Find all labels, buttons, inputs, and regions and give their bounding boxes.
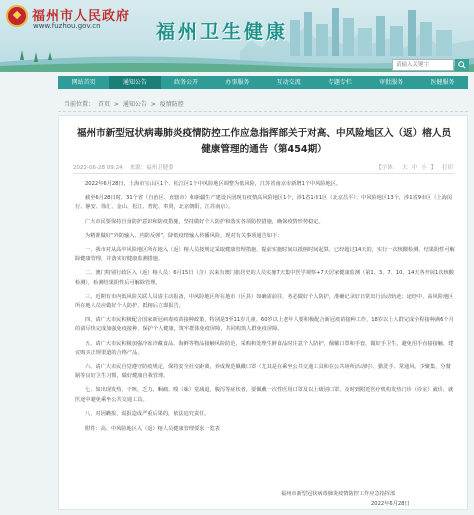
article-signature-date: 2022年6月28日: [371, 501, 410, 507]
article-date: 2022-06-28 09:24: [73, 165, 123, 171]
government-emblem-icon[interactable]: [6, 5, 28, 27]
gov-site-name[interactable]: 福州市人民政府: [32, 9, 131, 24]
search-icon: [458, 61, 466, 69]
nav-item-gov-affairs[interactable]: 政务公开: [174, 79, 199, 86]
print-button[interactable]: 打印: [441, 165, 453, 171]
font-large-button[interactable]: 大: [402, 165, 408, 171]
article-paragraph: 五、请广大市民积极加强冷冻冷藏食品、海鲜等物品接触风险防范，采购和处理生鲜食品时注意个人防护，佩戴口罩和手套，做好手卫生，避免用手直接接触，建议购买正规渠道的合格产品。: [75, 340, 454, 356]
breadcrumb-separator: >: [113, 101, 119, 108]
article-paragraph: 二、澳门特别行政区入（返）榕人员：6月15日（含）以来有澳门旅居史的人员实施7天集中医学观察+7天居家健康监测（第1、3、7、10、14天各开展1次核酸检测），检测结果阴性后可解除管理。: [75, 270, 454, 286]
article-title: [67, 126, 461, 158]
site-title[interactable]: 福州卫生健康: [156, 21, 289, 43]
article-paragraph: 八、对因瞒报、谎报造成严重后果的，依法追究责任。: [85, 410, 210, 417]
article-tools: [372, 162, 453, 174]
article-signature-org: 福州市新型冠状病毒肺炎疫情防控工作应急指挥部: [281, 491, 396, 497]
breadcrumb-home[interactable]: 首页: [97, 101, 110, 108]
article-paragraph: 三、近期有市内低风险关联人员请主动报备，中风险地区所在地市（区县）如确需前往，务必做好个人防护，准确记录好日常出行活动轨迹；途经中、高风险地区所在地人员应做好个人防护，抵榕后立即报告。: [75, 293, 454, 310]
breadcrumb-prefix: 当前位置：: [64, 101, 95, 108]
article-body: [75, 180, 455, 439]
font-size-close: 】: [430, 165, 437, 171]
nav-item-topics[interactable]: 专题专栏: [327, 79, 352, 86]
article-paragraph: 2022年6月28日，上海市宝山区1个、松江区1个中风险地区调整为低风险，江苏省南京市新增1个中风险地区。: [85, 181, 342, 187]
main-nav: [58, 76, 468, 89]
article-paragraph: 广大市民要保持自身防护意识和防疫措施，坚持做好个人防护和落实各项防控措施，确保疫情形势稳定。: [85, 218, 324, 225]
nav-item-home[interactable]: 网站首页: [71, 79, 96, 86]
search-input[interactable]: [392, 59, 454, 71]
nav-item-approval[interactable]: 审批服务: [379, 79, 404, 86]
breadcrumb-current[interactable]: 疫情防控: [159, 101, 184, 108]
nav-item-notices[interactable]: 通知公告: [109, 76, 160, 89]
breadcrumb-notices[interactable]: 通知公告: [122, 101, 147, 108]
gov-site-url: www.fuzhou.gov.cn: [33, 22, 101, 30]
breadcrumb-separator: >: [150, 101, 156, 108]
article-paragraph: 一、我市对从高中风险地区所在地入（返）榕人员按规定采取健康管理措施，提前实施时间以抵榕时间起算，已经超过14天的，实行一次核酸检测，结果阴性可解除健康管理，并落实好健康监测措施。: [75, 247, 455, 263]
article-panel: [58, 115, 468, 510]
nav-item-interaction[interactable]: 互动交流: [276, 79, 301, 86]
article-meta: [73, 162, 455, 174]
article-title-line2: 健康管理的通告（第454期）: [201, 144, 327, 155]
search-button[interactable]: [455, 59, 469, 71]
article-paragraph: 七、如出现发热、干咳、乏力、咽痛、嗅（味）觉减退、腹泻等症状者，要佩戴一次性医用口罩及以上级别口罩，及时到附近医疗机构发热门诊（诊室）就诊，就医途中避免乘坐公共交通工具。: [75, 387, 454, 403]
header-banner: [0, 0, 474, 72]
article-paragraph: 六、请广大市民自觉遵守防疫规定，保持安全社交距离，养成规范佩戴口罩（尤其是在乘坐公共交通工具和在公共场所活动时）、勤洗手、常通风、少聚集、分餐制等良好卫生习惯，做好健康自我管理。: [75, 364, 451, 380]
breadcrumb: [58, 98, 468, 112]
article-paragraph: 四、请广大市民积极配合国家新冠病毒疫苗接种政策，特别是3至11岁儿童、60岁以上老年人要积极配合新冠疫苗接种工作，18岁以上人群完成全程接种满6个月的请尽快完成加强免疫接种，保护个人健康，筑牢群体免疫屏障，共同构筑人群免疫屏障。: [75, 317, 454, 333]
nav-item-medical[interactable]: 医健服务: [430, 79, 455, 86]
article-attachment-link[interactable]: 附件：高、中风险地区入（返）榕人员健康管理要求一览表: [85, 426, 220, 433]
article-paragraph: 为精准做好“外防输入、内防反弹”，降低疫情输入传播风险，现对有关事项通告如下：: [85, 232, 283, 239]
font-size-label: 【字体：: [376, 165, 399, 171]
font-medium-button[interactable]: 中: [411, 165, 418, 171]
article-title-line1: 福州市新型冠状病毒肺炎疫情防控工作应急指挥部关于对高、中风险地区入（返）榕人员: [76, 128, 452, 139]
font-small-button[interactable]: 小: [421, 165, 427, 171]
nav-item-services[interactable]: 办事服务: [225, 79, 250, 86]
article-paragraph: 截至6月28日时，31个省（自治区、直辖市）和新疆生产建设兵团现有疫情高风险地区1个，涉1省1市1区（北京昌平）；中风险地区13个，涉1省9市区（上海闵行、静安、徐汇、金山、松江、普陀、奉贤，北京朝阳，江苏南京）。: [75, 195, 453, 211]
article-source: 来源：福州卫健委: [129, 165, 174, 171]
